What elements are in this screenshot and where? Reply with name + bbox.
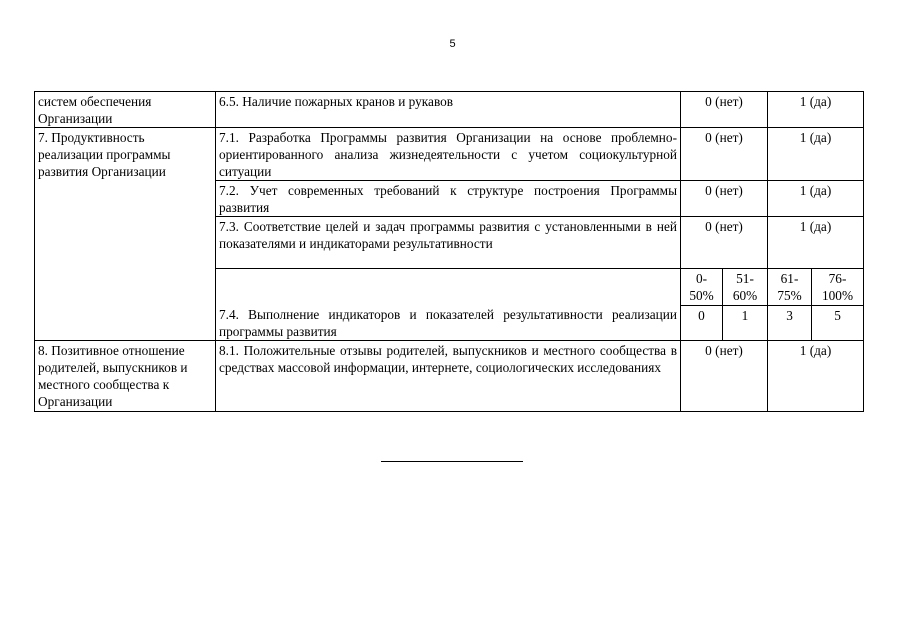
score-yes-cell: 1 (да) [768,92,864,128]
score-yes-cell: 1 (да) [768,128,864,181]
criterion-cell: 8. Позитивное отношение родителей, выпускников и местного сообщества к Организации [35,341,216,412]
page-number: 5 [449,38,456,50]
range-cell: 76-100% [812,269,864,306]
separator-line [381,461,523,462]
indicator-cell: 7.3. Соответствие целей и задач программы развития с установленными в ней показателями и индикаторами результативности [216,217,681,269]
score-yes-cell: 1 (да) [768,217,864,269]
score-no-cell: 0 (нет) [681,217,768,269]
table-row [35,92,864,128]
indicator-cell: 7.2. Учет современных требований к структуре построения Программы развития [216,181,681,217]
score-cell: 0 [681,306,723,341]
indicator-cell: 7.1. Разработка Программы развития Организации на основе проблемно-ориентированного анализа жизнедеятельности с учетом социокультурной ситуации [216,128,681,181]
score-no-cell: 0 (нет) [681,181,768,217]
indicator-cell: 6.5. Наличие пожарных кранов и рукавов [216,92,681,128]
score-no-cell: 0 (нет) [681,92,768,128]
criterion-cell: систем обеспечения Организации [35,92,216,128]
table-row [35,128,864,181]
score-cell: 3 [768,306,812,341]
score-yes-cell: 1 (да) [768,181,864,217]
score-cell: 1 [723,306,768,341]
range-cell: 61-75% [768,269,812,306]
score-yes-cell: 1 (да) [768,341,864,412]
table-row [35,341,864,412]
score-no-cell: 0 (нет) [681,128,768,181]
indicator-cell: 7.4. Выполнение индикаторов и показателей результативности реализации программы развития [216,269,681,341]
score-cell: 5 [812,306,864,341]
criterion-cell: 7. Продуктивность реализации программы развития Организации [35,128,216,341]
score-no-cell: 0 (нет) [681,341,768,412]
range-cell: 0-50% [681,269,723,306]
range-cell: 51-60% [723,269,768,306]
criteria-table [34,91,864,412]
indicator-cell: 8.1. Положительные отзывы родителей, выпускников и местного сообщества в средствах массовой информации, интернете, социологических исследованиях [216,341,681,412]
